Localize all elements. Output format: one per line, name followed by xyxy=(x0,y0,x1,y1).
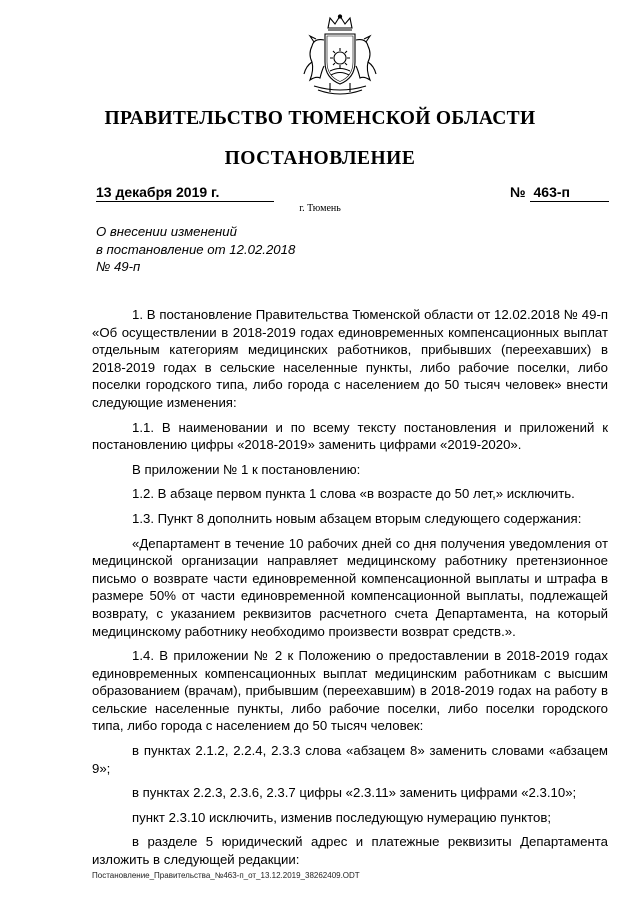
subject-line: в постановление от 12.02.2018 xyxy=(96,241,296,257)
document-body xyxy=(92,306,608,869)
coat-of-arms-emblem xyxy=(300,14,380,100)
document-number-value: 463-п xyxy=(530,184,609,202)
paragraph: в пунктах 2.2.3, 2.3.6, 2.3.7 цифры «2.3.11» заменить цифрами «2.3.10»; xyxy=(132,785,577,801)
document-number xyxy=(510,184,609,202)
paragraph: пункт 2.3.10 исключить, изменив последующую нумерацию пунктов; xyxy=(132,809,551,825)
paragraph: 1. В постановление Правительства Тюменской области от 12.02.2018 № 49-п «Об осуществлении в 2018-2019 годах единовременных компенсационных выплат отдельным категориям медицинских работников, прибывших (переехавших) в 2018-2019 годах в сельские населенные пункты, либо рабочие поселки, либо поселки городского типа, либо города с населением до 50 тысяч человек» внести следующие изменения: xyxy=(92,307,608,410)
paragraph: в разделе 5 юридический адрес и платежные реквизиты Департамента изложить в следующей редакции: xyxy=(92,834,608,868)
document-date: 13 декабря 2019 г. xyxy=(96,184,274,202)
paragraph: 1.1. В наименовании и по всему тексту постановления и приложений к постановлению цифры «2018-2019» заменить цифрами «2019-2020». xyxy=(92,419,608,453)
document-number-label: № xyxy=(510,184,526,200)
paragraph: 1.2. В абзаце первом пункта 1 слова «в возрасте до 50 лет,» исключить. xyxy=(132,486,575,502)
city-line: г. Тюмень xyxy=(299,203,341,214)
paragraph: «Департамент в течение 10 рабочих дней со дня получения уведомления от медицинской организации направляет медицинскому работнику претензионное письмо о возврате части единовременной компенсационной выплаты и штрафа в размере 50% от части единовременной компенсационной выплаты, подлежащей возврату, с указанием реквизитов расчетного счета Департамента, на который медицинскому работнику необходимо произвести возврат средств.». xyxy=(92,535,608,639)
paragraph: В приложении № 1 к постановлению: xyxy=(132,461,361,477)
government-title: ПРАВИТЕЛЬСТВО ТЮМЕНСКОЙ ОБЛАСТИ xyxy=(104,108,536,129)
document-subject xyxy=(96,223,396,276)
subject-line: О внесении изменений xyxy=(96,224,237,239)
subject-line: № 49-п xyxy=(96,259,141,274)
paragraph: 1.3. Пункт 8 дополнить новым абзацем вторым следующего содержания: xyxy=(132,510,582,526)
document-type: ПОСТАНОВЛЕНИЕ xyxy=(224,148,416,169)
paragraph: 1.4. В приложении № 2 к Положению о предоставлении в 2018-2019 годах единовременных компенсационных выплат медицинским работникам с высшим образованием (врачам), прибывшим (переехавшим) в 2018-2019 годах на работу в сельские населенные пункты, либо рабочие поселки, либо поселки городского типа, либо города с населением до 50 тысяч человек: xyxy=(92,648,608,734)
file-name-footer: Постановление_Правительства_№463-п_от_13.12.2019_38262409.ODT xyxy=(92,871,360,880)
paragraph: в пунктах 2.1.2, 2.2.4, 2.3.3 слова «абзацем 8» заменить словами «абзацем 9»; xyxy=(92,743,608,776)
